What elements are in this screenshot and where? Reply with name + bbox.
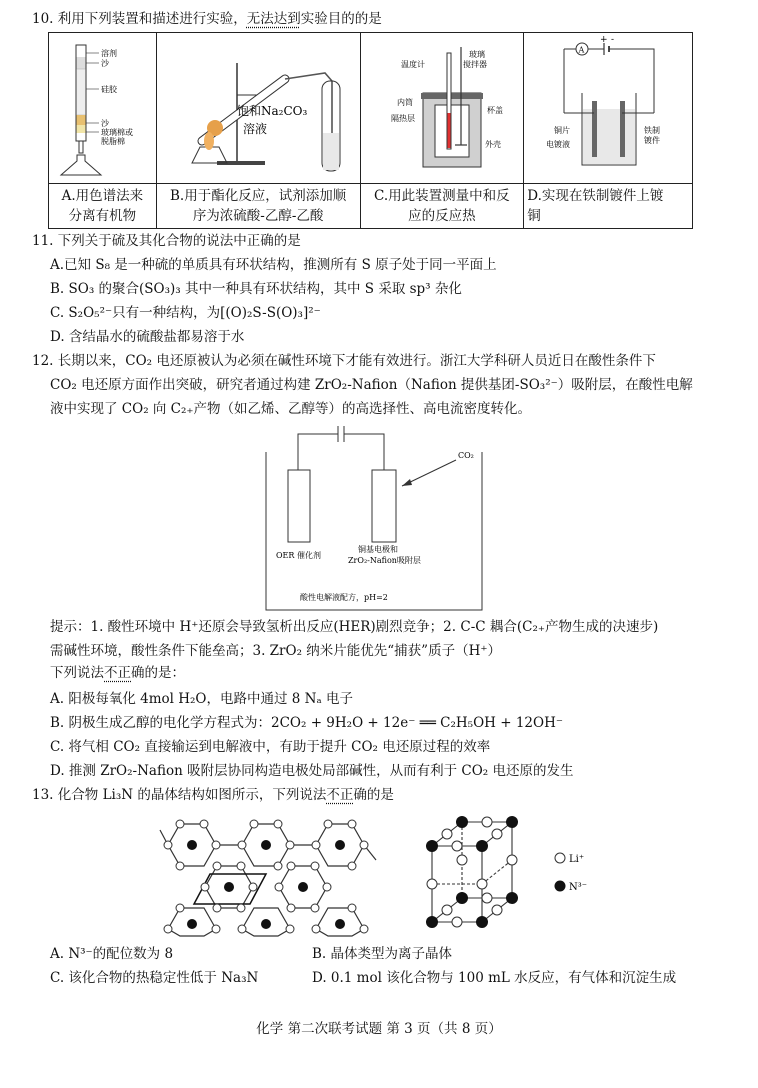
q13-option-c[interactable]: C. 该化合物的热稳定性低于 Na₃N: [50, 970, 259, 986]
label-na2co3: 饱和Na₂CO₃: [236, 104, 308, 118]
label-plating-solution: 电镀液: [546, 140, 571, 149]
label-sand-bottom: 沙: [101, 119, 109, 128]
label-cu-electrode: 铜基电极和: [358, 545, 398, 554]
label-co2: CO₂: [458, 451, 474, 460]
label-insulation: 隔热层: [390, 114, 415, 123]
label-stirrer: 搅拌器: [462, 60, 487, 69]
q11-option-c[interactable]: C. S₂O₅²⁻只有一种结构，为[(O)₂S-S(O)₃]²⁻: [50, 305, 321, 321]
svg-text:-: -: [611, 35, 615, 45]
page-footer: 化学 第二次联考试题 第 3 页（共 8 页）: [256, 1021, 502, 1037]
q11-stem: 11. 下列关于硫及其化合物的说法中正确的是: [32, 233, 301, 249]
q10-option-c[interactable]: C.用此装置测量中和反 应的反应热: [360, 184, 524, 229]
q13-option-b[interactable]: B. 晶体类型为离子晶体: [312, 946, 453, 962]
q13-option-d[interactable]: D. 0.1 mol 该化合物与 100 mL 水反应，有气体和沉淀生成: [312, 970, 677, 986]
legend-li: Li⁺: [569, 854, 585, 865]
label-solution: 溶液: [242, 122, 267, 136]
label-glass-wool-1: 玻璃棉或: [101, 128, 133, 137]
q13-unit-cell-figure: [418, 812, 598, 946]
legend-n: N³⁻: [569, 882, 588, 893]
q12-option-a[interactable]: A. 阳极每氧化 4mol H₂O，电路中通过 8 Nₐ 电子: [50, 691, 353, 707]
q13-hex-layer-figure: [150, 812, 390, 946]
q13-option-a[interactable]: A. N³⁻的配位数为 8: [50, 946, 174, 962]
li-ion-icon: [555, 853, 565, 863]
q12-stem-line1: 12. 长期以来，CO₂ 电还原被认为必须在碱性环境下才能有效进行。浙江大学科研人员近日在酸性条件下: [32, 353, 656, 369]
q12-hint-line1: 提示：1. 酸性环境中 H⁺还原会导致氢析出反应(HER)剧烈竞争；2. C-C 耦合(C₂₊产物生成的决速步): [50, 619, 659, 635]
label-sand-top: 沙: [101, 59, 109, 68]
q12-question: 下列说法不正确的是：: [50, 665, 185, 681]
q11-option-b[interactable]: B. SO₃ 的聚合(SO₃)₃ 其中一种具有环状结构，其中 S 采取 sp³ 杂化: [50, 281, 462, 297]
q10-stem: 10. 利用下列装置和描述进行实验，无法达到实验目的的是: [32, 11, 382, 27]
q11-option-d[interactable]: D. 含结晶水的硫酸盐都易溶于水: [50, 329, 245, 345]
q11-option-a[interactable]: A.已知 S₈ 是一种硫的单质具有环状结构，推测所有 S 原子处于同一平面上: [50, 257, 497, 273]
label-solvent: 溶剂: [101, 49, 117, 58]
nitride-ion-icon: [555, 881, 566, 892]
q12-option-d[interactable]: D. 推测 ZrO₂-Nafion 吸附层协同构造电极处局部碱性，从而有利于 CO₂ 电还原的发生: [50, 763, 574, 779]
label-inner-cup: 内筒: [396, 98, 413, 107]
q12-stem-line3: 液中实现了 CO₂ 向 C₂₊产物（如乙烯、乙醇等）的高选择性、高电流密度转化。: [50, 401, 532, 417]
q10-option-d[interactable]: D.实现在铁制镀件上镀 铜: [524, 184, 693, 229]
q10-figure-c: [360, 33, 524, 184]
label-copper: 铜片: [554, 126, 571, 135]
label-glass-wool-2: 脱脂棉: [101, 137, 125, 146]
q12-option-b[interactable]: B. 阴极生成乙醇的电化学方程式为：2CO₂ + 9H₂O + 12e⁻ ══ C₂H₅OH + 12OH⁻: [50, 715, 563, 731]
label-glass: 玻璃: [468, 50, 485, 59]
label-shell: 外壳: [484, 140, 501, 149]
q10-figure-b: [156, 33, 360, 184]
label-oer-catalyst: OER 催化剂: [276, 551, 321, 560]
q12-hint-line2: 需碱性环境，酸性条件下能垒高；3. ZrO₂ 纳米片能优先“捕获”质子（H⁺）: [50, 643, 501, 659]
svg-text:+: +: [600, 35, 608, 45]
label-silica: 硅胶: [101, 85, 117, 94]
q13-stem: 13. 化合物 Li₃N 的晶体结构如图所示，下列说法不正确的是: [32, 787, 394, 803]
label-adsorption-layer: ZrO₂-Nafion吸附层: [348, 556, 421, 565]
q12-option-c[interactable]: C. 将气相 CO₂ 直接输运到电解液中，有助于提升 CO₂ 电还原过程的效率: [50, 739, 491, 755]
q12-electrolysis-figure: [262, 424, 522, 618]
q10-option-b[interactable]: B.用于酯化反应，试剂添加顺 序为浓硫酸-乙醇-乙酸: [156, 184, 360, 229]
q12-stem-line2: CO₂ 电还原方面作出突破，研究者通过构建 ZrO₂-Nafion（Nafion 提供基团-SO₃²⁻）吸附层，在酸性电解: [50, 377, 693, 393]
label-thermometer: 温度计: [400, 60, 425, 69]
label-lid: 杯盖: [486, 106, 503, 115]
q10-option-a[interactable]: A.用色谱法来 分离有机物: [49, 184, 157, 229]
label-part: 镀件: [644, 136, 661, 145]
label-iron: 铁制: [644, 126, 661, 135]
label-electrolyte: 酸性电解液配方，pH=2: [300, 593, 388, 602]
q10-figure-d: [524, 33, 693, 184]
q10-figure-a: [49, 33, 157, 184]
q10-table: [48, 32, 693, 229]
ammeter-icon: A: [578, 45, 585, 55]
